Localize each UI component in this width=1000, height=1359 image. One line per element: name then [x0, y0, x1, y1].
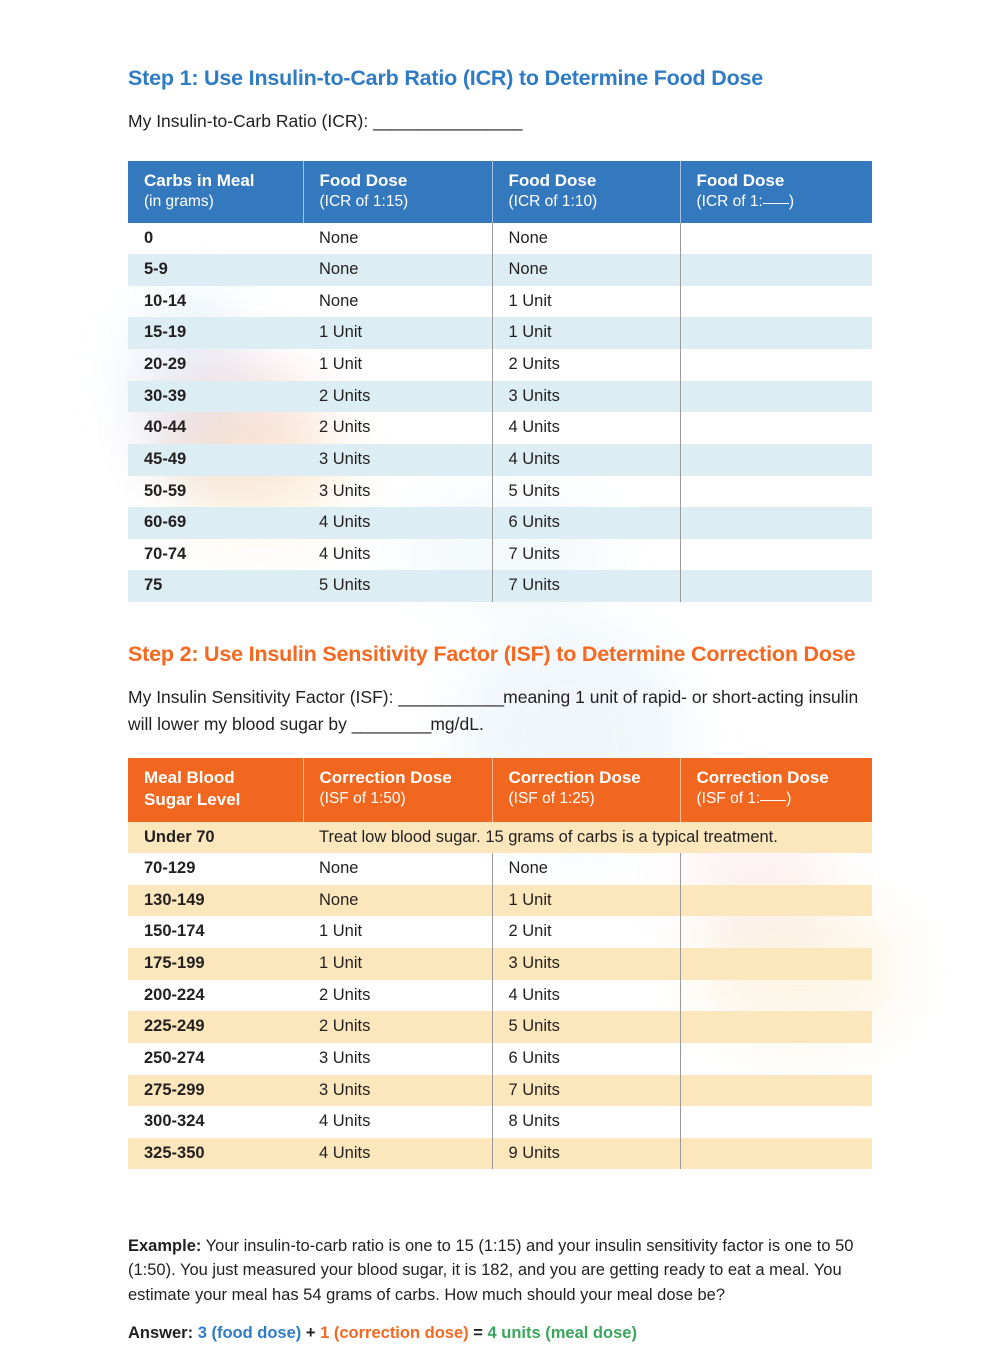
table-row [128, 916, 872, 948]
example-body: Your insulin-to-carb ratio is one to 15 (1:15) and your insulin sensitivity factor is one to 50 (1:50). You just measured your blood sugar, it is 182, and you are getting ready to eat a meal. You estimate your meal has 54 grams of carbs. How much should your meal dose be? [128, 1236, 854, 1304]
cell-dose-115: None [303, 254, 492, 286]
table-row [128, 1011, 872, 1043]
answer-plus-sign: + [305, 1323, 316, 1342]
header-food-dose-110 [492, 161, 680, 223]
header-sub-custom [697, 192, 873, 212]
header-sub: (in grams) [144, 192, 214, 210]
table-row-low-blood-sugar [128, 822, 872, 854]
cell-corr-150: None [303, 853, 492, 885]
header-correction-dose-150 [303, 758, 492, 821]
cell-corr-150: 1 Unit [303, 916, 492, 948]
cell-carbs: 50-59 [144, 481, 187, 500]
cell-carbs: 5-9 [128, 254, 303, 286]
cell-corr-150: 4 Units [303, 1138, 492, 1170]
cell-dose-custom[interactable] [680, 381, 872, 413]
cell-corr-150: 3 Units [303, 1043, 492, 1075]
header-main: Carbs in Meal [144, 170, 255, 190]
cell-corr-125: 1 Unit [492, 885, 680, 917]
cell-bg-level: 150-174 [144, 922, 205, 941]
table-row [128, 853, 872, 885]
header-main: Food Dose [508, 170, 597, 190]
cell-corr-150: 2 Units [303, 1011, 492, 1043]
cell-corr-125: 8 Units [492, 1106, 680, 1138]
cell-dose-115: 4 Units [303, 539, 492, 571]
header-food-dose-115 [303, 161, 492, 223]
step2-mgdl-blank[interactable]: _________ [351, 713, 431, 734]
cell-carbs: 40-44 [144, 418, 187, 437]
header-sub: (ISF of 1:25) [508, 789, 595, 807]
table-row [128, 1106, 872, 1138]
cell-dose-115: 4 Units [303, 507, 492, 539]
correction-dose-table-body [128, 822, 872, 1170]
header-fill-blank[interactable] [760, 800, 786, 801]
cell-corr-125: 5 Units [492, 1011, 680, 1043]
cell-bg-level: 130-149 [128, 885, 303, 917]
cell-corr-150: 2 Units [303, 980, 492, 1012]
cell-bg-level: 325-350 [128, 1138, 303, 1170]
cell-bg-level: Under 70 [128, 822, 303, 854]
table-row [128, 948, 872, 980]
cell-corr-150: 3 Units [303, 1075, 492, 1107]
table-row [128, 349, 872, 381]
cell-carbs: 0 [144, 228, 154, 247]
cell-dose-110: 3 Units [492, 381, 680, 413]
answer-correction-dose: 1 (correction dose) [320, 1323, 469, 1342]
table-row [128, 476, 872, 508]
cell-dose-custom[interactable] [680, 223, 872, 255]
cell-dose-custom[interactable] [680, 539, 872, 571]
cell-dose-115: None [303, 223, 492, 255]
cell-bg-level: 175-199 [128, 948, 303, 980]
cell-dose-115: 1 Unit [303, 317, 492, 349]
header-sub-suffix: ) [788, 192, 794, 210]
cell-dose-custom[interactable] [680, 570, 872, 602]
cell-dose-custom[interactable] [680, 444, 872, 476]
cell-dose-custom[interactable] [680, 254, 872, 286]
cell-dose-custom[interactable] [680, 317, 872, 349]
cell-carbs: 70-74 [144, 544, 187, 563]
table-row [128, 1138, 872, 1170]
table-row [128, 412, 872, 444]
header-sub-custom [697, 789, 873, 809]
cell-corr-125: 7 Units [492, 1075, 680, 1107]
cell-dose-115: 2 Units [303, 412, 492, 444]
header-main: Correction Dose [319, 768, 452, 788]
table-row [128, 1075, 872, 1107]
cell-corr-150: 1 Unit [303, 948, 492, 980]
table-row [128, 381, 872, 413]
step1-icr-line [128, 108, 872, 135]
cell-corr-custom[interactable] [680, 885, 872, 917]
cell-bg-level: 225-249 [128, 1011, 303, 1043]
step2-isf-blank[interactable]: ____________ [398, 686, 504, 707]
cell-corr-125: 3 Units [492, 948, 680, 980]
table-row [128, 254, 872, 286]
cell-carbs: 10-14 [144, 291, 187, 310]
step1-icr-blank[interactable]: _________________ [373, 110, 522, 131]
food-dose-table-body [128, 223, 872, 603]
example-paragraph [128, 1234, 872, 1307]
header-fill-blank[interactable] [763, 203, 789, 204]
step1-icr-label: My Insulin-to-Carb Ratio (ICR): [128, 110, 374, 131]
header-correction-dose-125 [492, 758, 680, 821]
header-food-dose-custom [680, 161, 872, 223]
cell-dose-110: 7 Units [492, 539, 680, 571]
cell-carbs: 45-49 [128, 444, 303, 476]
cell-corr-custom[interactable] [680, 948, 872, 980]
header-meal-blood-sugar-level [128, 758, 303, 821]
header-main: Food Dose [319, 170, 408, 190]
cell-bg-level: 300-324 [144, 1112, 205, 1131]
header-sub: (ISF of 1:50) [319, 789, 406, 807]
cell-carbs: 20-29 [144, 355, 187, 374]
cell-dose-custom[interactable] [680, 286, 872, 318]
cell-carbs: 60-69 [128, 507, 303, 539]
header-sub: (ICR of 1:15) [319, 192, 409, 210]
step2-isf-label: My Insulin Sensitivity Factor (ISF): [128, 686, 399, 707]
cell-corr-125: 9 Units [492, 1138, 680, 1170]
table-header-row [128, 161, 872, 223]
step2-isf-line [128, 684, 872, 738]
cell-treat-message: Treat low blood sugar. 15 grams of carbs is a typical treatment. [303, 822, 872, 854]
cell-dose-110: 7 Units [492, 570, 680, 602]
cell-corr-125: 2 Unit [492, 916, 680, 948]
cell-carbs: 75 [128, 570, 303, 602]
cell-corr-custom[interactable] [680, 1075, 872, 1107]
header-sub-suffix: ) [786, 789, 792, 807]
table-row [128, 570, 872, 602]
cell-dose-110: 4 Units [492, 412, 680, 444]
cell-dose-custom[interactable] [680, 507, 872, 539]
table-row [128, 317, 872, 349]
table-row [128, 980, 872, 1012]
cell-bg-level: 200-224 [144, 985, 205, 1004]
step2-isf-mid: meaning 1 unit of rapid- or short-acting insulin will lower my blood sugar by [128, 686, 859, 734]
cell-dose-110: 5 Units [492, 476, 680, 508]
header-sub: (ICR of 1:10) [508, 192, 598, 210]
cell-dose-110: 1 Unit [492, 317, 680, 349]
header-main: Correction Dose [508, 768, 641, 788]
cell-bg-level: 70-129 [144, 859, 196, 878]
step2-heading: Step 2: Use Insulin Sensitivity Factor (ISF) to Determine Correction Dose [128, 642, 856, 667]
header-correction-dose-custom [680, 758, 872, 821]
cell-bg-level: 250-274 [144, 1048, 205, 1067]
step2-isf-unit: mg/dL. [430, 713, 484, 734]
answer-line [128, 1324, 872, 1343]
cell-dose-custom[interactable] [680, 476, 872, 508]
header-main: Food Dose [696, 170, 785, 190]
header-main: Meal Blood [144, 768, 235, 788]
example-label: Example: [128, 1236, 202, 1255]
food-dose-table [128, 161, 872, 602]
cell-corr-125: 4 Units [492, 980, 680, 1012]
cell-dose-110: None [492, 254, 680, 286]
cell-dose-custom[interactable] [680, 349, 872, 381]
cell-corr-125: 6 Units [492, 1043, 680, 1075]
step1-heading: Step 1: Use Insulin-to-Carb Ratio (ICR) to Determine Food Dose [128, 66, 764, 90]
content-column [128, 66, 872, 1359]
cell-corr-custom[interactable] [680, 1043, 872, 1075]
cell-dose-115: 1 Unit [303, 349, 492, 381]
table-row [128, 885, 872, 917]
cell-corr-custom[interactable] [680, 980, 872, 1012]
cell-bg-level: 275-299 [128, 1075, 303, 1107]
header-main-line2: Sugar Level [144, 789, 241, 809]
cell-corr-custom[interactable] [680, 1138, 872, 1170]
answer-label: Answer: [128, 1323, 194, 1342]
table-row [128, 507, 872, 539]
table-row [128, 1043, 872, 1075]
cell-dose-110: None [492, 223, 680, 255]
cell-corr-150: None [303, 885, 492, 917]
cell-corr-custom[interactable] [680, 916, 872, 948]
header-sub-prefix: (ISF of 1: [696, 789, 761, 807]
correction-dose-table [128, 758, 872, 1169]
header-carbs-in-meal [128, 161, 303, 223]
header-sub-prefix: (ICR of 1: [696, 192, 763, 210]
cell-dose-custom[interactable] [680, 412, 872, 444]
answer-meal-dose: 4 units (meal dose) [487, 1323, 637, 1342]
cell-dose-115: 2 Units [303, 381, 492, 413]
cell-dose-115: None [303, 286, 492, 318]
cell-dose-110: 4 Units [492, 444, 680, 476]
table-header-row [128, 758, 872, 821]
cell-corr-custom[interactable] [680, 1011, 872, 1043]
table-row [128, 223, 872, 255]
cell-dose-110: 2 Units [492, 349, 680, 381]
cell-corr-125: None [492, 853, 680, 885]
header-main: Correction Dose [696, 768, 829, 788]
table-row [128, 539, 872, 571]
table-row [128, 444, 872, 476]
cell-dose-115: 3 Units [303, 476, 492, 508]
cell-corr-custom[interactable] [680, 1106, 872, 1138]
cell-corr-custom[interactable] [680, 853, 872, 885]
cell-dose-115: 5 Units [303, 570, 492, 602]
cell-dose-110: 6 Units [492, 507, 680, 539]
cell-dose-115: 3 Units [303, 444, 492, 476]
table-row [128, 286, 872, 318]
cell-carbs: 15-19 [128, 317, 303, 349]
cell-corr-150: 4 Units [303, 1106, 492, 1138]
answer-equals-sign: = [473, 1323, 483, 1342]
cell-carbs: 30-39 [128, 381, 303, 413]
cell-dose-110: 1 Unit [492, 286, 680, 318]
answer-food-dose: 3 (food dose) [197, 1323, 302, 1342]
